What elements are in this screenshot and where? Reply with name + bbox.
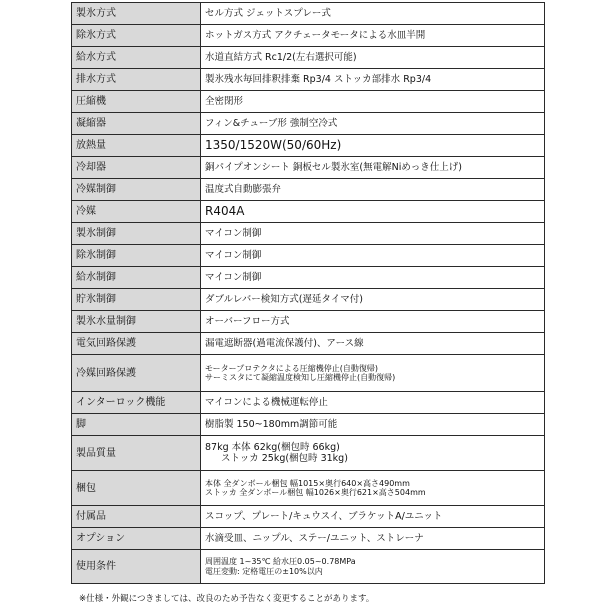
value-line: マイコン制御	[205, 250, 262, 261]
spec-row	[72, 25, 545, 47]
value-line: サーミスタにて凝縮温度検知し圧縮機停止(自動復帰)	[205, 373, 396, 382]
row-label: 電気回路保護	[72, 333, 201, 355]
spec-row	[72, 333, 545, 355]
spec-row	[72, 528, 545, 550]
row-value	[201, 355, 545, 392]
row-label: 脚	[72, 414, 201, 436]
spec-row	[72, 355, 545, 392]
row-label: 給水制御	[72, 267, 201, 289]
spec-row	[72, 157, 545, 179]
value-line: 樹脂製 150~180mm調節可能	[205, 419, 338, 430]
spec-row	[72, 550, 545, 584]
row-value	[201, 113, 545, 135]
row-label: 梱包	[72, 471, 201, 506]
spec-row	[72, 311, 545, 333]
value-line: ストッカ 25kg(梱包時 31kg)	[221, 453, 348, 464]
row-value	[201, 245, 545, 267]
spec-row	[72, 113, 545, 135]
spec-row	[72, 414, 545, 436]
spec-row	[72, 179, 545, 201]
row-value	[201, 289, 545, 311]
value-line: ホットガス方式 アクチェータモータによる水皿半開	[205, 30, 426, 41]
row-label: 冷却器	[72, 157, 201, 179]
spec-row	[72, 392, 545, 414]
row-label: 冷媒	[72, 201, 201, 223]
row-value	[201, 392, 545, 414]
value-line: マイコンによる機械運転停止	[205, 397, 328, 408]
row-label: 製氷方式	[72, 3, 201, 25]
row-value	[201, 414, 545, 436]
row-value	[201, 3, 545, 25]
row-label: 製氷制御	[72, 223, 201, 245]
value-line: オーバーフロー方式	[205, 316, 290, 327]
spec-row	[72, 471, 545, 506]
row-value	[201, 311, 545, 333]
spec-row	[72, 506, 545, 528]
value-line: 銅パイプオンシート 銅板セル製氷室(無電解Niめっき仕上げ)	[205, 162, 462, 173]
value-line: マイコン制御	[205, 272, 262, 283]
row-label: 凝縮器	[72, 113, 201, 135]
value-line: 製氷残水毎回排釈排棄 Rp3/4 ストッカ部排水 Rp3/4	[205, 74, 432, 85]
row-value	[201, 47, 545, 69]
row-value	[201, 333, 545, 355]
spec-row	[72, 3, 545, 25]
row-label: インターロック機能	[72, 392, 201, 414]
value-line: 全密閉形	[205, 96, 244, 107]
row-value	[201, 506, 545, 528]
row-label: 冷媒回路保護	[72, 355, 201, 392]
value-line: 温度式自動膨張弁	[205, 184, 282, 195]
row-label: オプション	[72, 528, 201, 550]
row-value	[201, 528, 545, 550]
spec-row	[72, 245, 545, 267]
row-label: 使用条件	[72, 550, 201, 584]
row-label: 放熱量	[72, 135, 201, 157]
row-label: 製品質量	[72, 436, 201, 471]
row-label: 製氷水量制御	[72, 311, 201, 333]
row-value	[201, 471, 545, 506]
value-line: 1350/1520W(50/60Hz)	[205, 138, 342, 152]
spec-row	[72, 289, 545, 311]
spec-row	[72, 135, 545, 157]
spec-row	[72, 91, 545, 113]
value-line: 本体 全ダンボール梱包 幅1015×奥行640×高さ490mm	[205, 478, 410, 488]
row-value	[201, 550, 545, 584]
value-line: モータープロテクタによる圧縮機停止(自動復帰)	[205, 363, 379, 373]
value-line: 水道直結方式 Rc1/2(左右選択可能)	[205, 52, 357, 63]
row-label: 給水方式	[72, 47, 201, 69]
row-value	[201, 135, 545, 157]
value-line: スコップ、プレート/キュウスイ、ブラケットA/ユニット	[205, 511, 443, 522]
row-value	[201, 267, 545, 289]
row-value	[201, 25, 545, 47]
value-line: フィン&チューブ形 強制空冷式	[205, 118, 338, 129]
row-value	[201, 201, 545, 223]
row-value	[201, 157, 545, 179]
value-line: ストッカ 全ダンボール梱包 幅1026×奥行621×高さ504mm	[205, 488, 426, 497]
row-label: 冷媒制御	[72, 179, 201, 201]
value-line: 電圧変動: 定格電圧の±10%以内	[205, 566, 323, 576]
row-label: 付属品	[72, 506, 201, 528]
value-line: 漏電遮断器(過電流保護付)、アース線	[205, 338, 364, 349]
value-line: 周囲温度 1~35℃ 給水圧0.05~0.78MPa	[205, 557, 356, 566]
value-line: R404A	[205, 204, 245, 218]
value-line: ダブルレバー検知方式(遅延タイマ付)	[205, 294, 363, 305]
row-label: 除氷制御	[72, 245, 201, 267]
spec-row	[72, 436, 545, 471]
spec-table	[71, 2, 545, 584]
footnote: ※仕様・外観につきましては、改良のため予告なく変更することがあります。	[79, 594, 375, 604]
row-label: 貯氷制御	[72, 289, 201, 311]
row-label: 除氷方式	[72, 25, 201, 47]
spec-row	[72, 69, 545, 91]
row-value	[201, 69, 545, 91]
spec-row	[72, 47, 545, 69]
row-value	[201, 223, 545, 245]
row-value	[201, 91, 545, 113]
value-line: セル方式 ジェットスプレー式	[205, 8, 331, 19]
row-label: 排水方式	[72, 69, 201, 91]
value-line: 水滴受皿、ニップル、ステー/ユニット、ストレーナ	[205, 533, 424, 544]
spec-row	[72, 201, 545, 223]
row-value	[201, 436, 545, 471]
value-line: マイコン制御	[205, 228, 262, 239]
row-value	[201, 179, 545, 201]
row-label: 圧縮機	[72, 91, 201, 113]
spec-row	[72, 223, 545, 245]
value-line: 87kg 本体 62kg(梱包時 66kg)	[205, 442, 340, 453]
spec-row	[72, 267, 545, 289]
